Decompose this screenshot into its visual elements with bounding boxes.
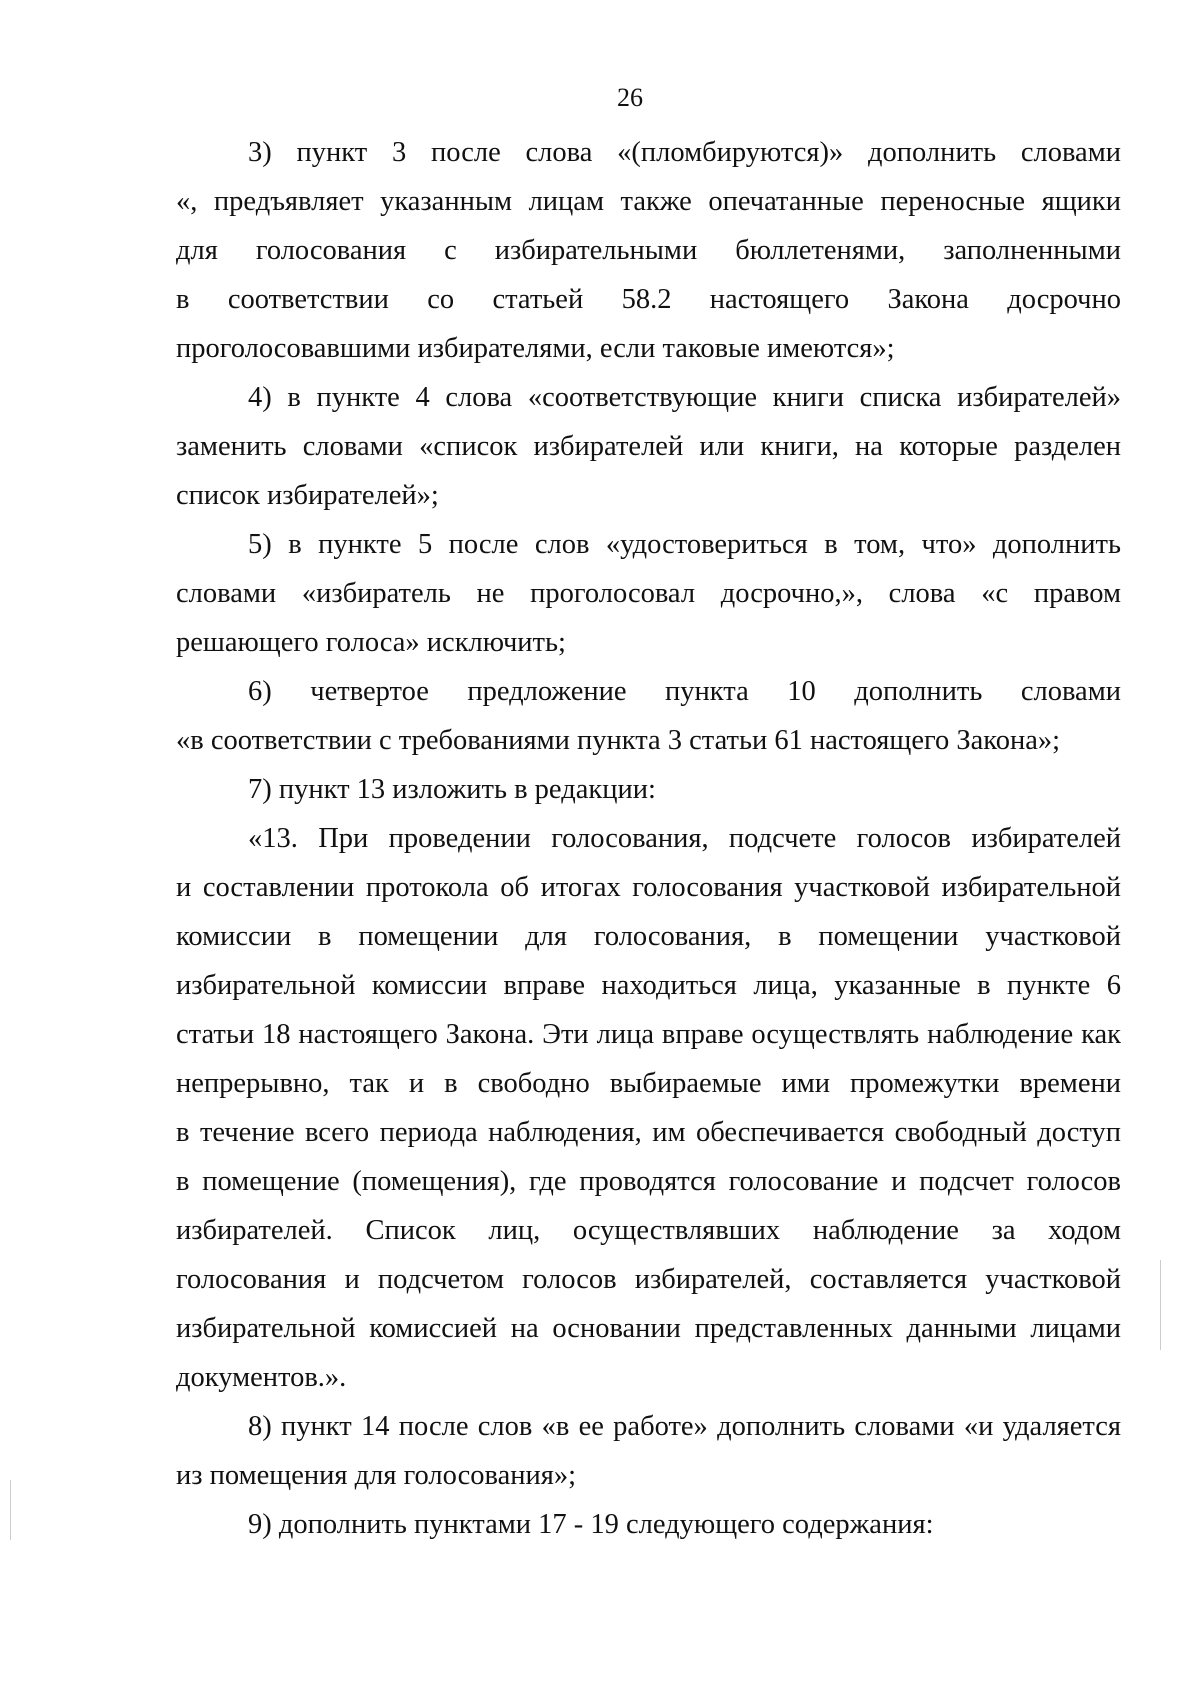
text-line: в помещение (помещения), где проводятся голосование и подсчет голосов [176, 1166, 1121, 1197]
text-line: и составлении протокола об итогах голосования участковой избирательной [176, 872, 1121, 903]
paragraph [176, 128, 1121, 373]
text-line: 7) пункт 13 изложить в редакции: [248, 774, 656, 805]
page-number: 26 [617, 83, 643, 112]
text-line: 3) пункт 3 после слова «(пломбируются)» дополнить словами [248, 137, 1121, 168]
paragraph [176, 667, 1121, 765]
text-line: для голосования с избирательными бюллетенями, заполненными [176, 235, 1121, 266]
document-body [176, 128, 1121, 1549]
paragraph [176, 765, 1121, 814]
text-line: 6) четвертое предложение пункта 10 дополнить словами [248, 676, 1121, 707]
paragraph [176, 520, 1121, 667]
text-line: список избирателей»; [176, 480, 439, 511]
paragraph [176, 1402, 1121, 1500]
text-line: «в соответствии с требованиями пункта 3 статьи 61 настоящего Закона»; [176, 725, 1061, 756]
text-line: избирателей. Список лиц, осуществлявших наблюдение за ходом [176, 1215, 1121, 1246]
text-line: статьи 18 настоящего Закона. Эти лица вправе осуществлять наблюдение как [176, 1019, 1121, 1050]
paragraph [176, 1500, 1121, 1549]
text-line: документов.». [176, 1362, 347, 1393]
text-line: 8) пункт 14 после слов «в ее работе» дополнить словами «и удаляется [248, 1411, 1121, 1442]
text-line: решающего голоса» исключить; [176, 627, 566, 658]
text-line: в соответствии со статьей 58.2 настоящего Закона досрочно [176, 284, 1121, 315]
text-line: «, предъявляет указанным лицам также опечатанные переносные ящики [176, 186, 1121, 217]
scan-artifact-left [10, 1480, 11, 1540]
text-line: избирательной комиссией на основании представленных данными лицами [176, 1313, 1121, 1344]
text-line: избирательной комиссии вправе находиться лица, указанные в пункте 6 [176, 970, 1121, 1001]
text-line: словами «избиратель не проголосовал досрочно,», слова «с правом [176, 578, 1121, 609]
text-line: заменить словами «список избирателей или книги, на которые разделен [176, 431, 1121, 462]
text-line: из помещения для голосования»; [176, 1460, 577, 1491]
text-line: комиссии в помещении для голосования, в помещении участковой [176, 921, 1121, 952]
paragraph [176, 373, 1121, 520]
text-line: проголосовавшими избирателями, если таковые имеются»; [176, 333, 895, 364]
text-line: непрерывно, так и в свободно выбираемые ими промежутки времени [176, 1068, 1121, 1099]
text-line: 4) в пункте 4 слова «соответствующие книги списка избирателей» [248, 382, 1121, 413]
text-line: в течение всего периода наблюдения, им обеспечивается свободный доступ [176, 1117, 1121, 1148]
text-line: голосования и подсчетом голосов избирателей, составляется участковой [176, 1264, 1121, 1295]
text-line: «13. При проведении голосования, подсчете голосов избирателей [248, 823, 1121, 854]
paragraph [176, 814, 1121, 1402]
text-line: 9) дополнить пунктами 17 - 19 следующего содержания: [248, 1509, 934, 1540]
scan-artifact-right [1160, 1260, 1161, 1350]
text-line: 5) в пункте 5 после слов «удостовериться в том, что» дополнить [248, 529, 1121, 560]
